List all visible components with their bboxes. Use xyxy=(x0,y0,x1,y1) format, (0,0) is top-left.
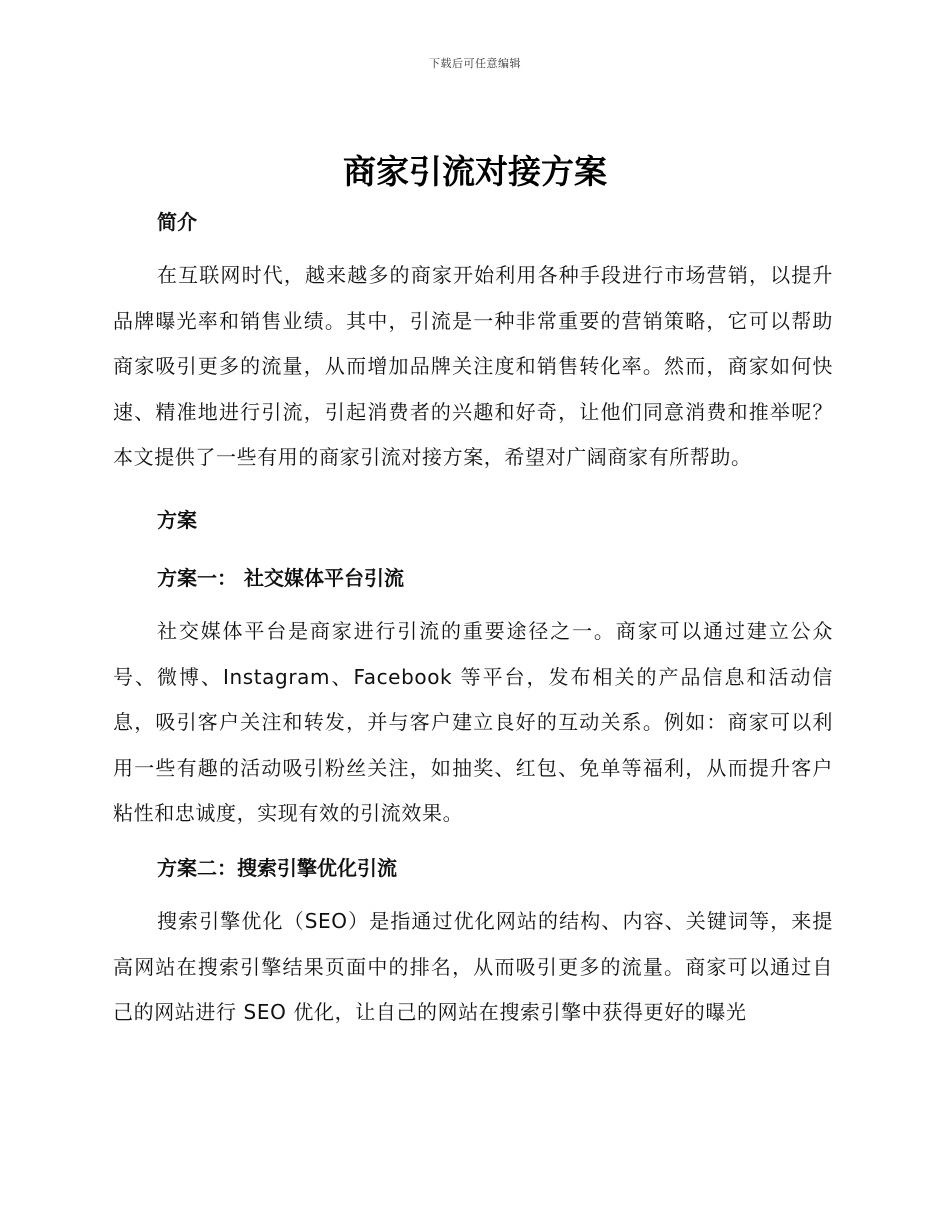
intro-heading: 简介 xyxy=(157,210,197,234)
page-header-note: 下载后可任意编辑 xyxy=(429,57,521,70)
plan2-heading: 方案二：搜索引擎优化引流 xyxy=(157,855,397,880)
plan-heading: 方案 xyxy=(157,507,197,532)
intro-paragraph: 在互联网时代，越来越多的商家开始利用各种手段进行市场营销，以提升品牌曝光率和销售业绩。其中，引流是一种非常重要的营销策略，它可以帮助商家吸引更多的流量，从而增加品牌关注度和销售转化率。然而，商家如何快速、精准地进行引流，引起消费者的兴趣和好奇，让他们同意消费和推举呢？本文提供了一些有用的商家引流对接方案，希望对广阔商家有所帮助。 xyxy=(113,263,833,470)
plan1-heading: 方案一： 社交媒体平台引流 xyxy=(157,565,404,590)
document-title: 商家引流对接方案 xyxy=(343,152,607,191)
plan1-paragraph: 社交媒体平台是商家进行引流的重要途径之一。商家可以通过建立公众号、微博、Instagram、Facebook 等平台，发布相关的产品信息和活动信息，吸引客户关注和转发，并与客户建立良好的互动关系。例如：商家可以利用一些有趣的活动吸引粉丝关注，如抽奖、红包、免单等福利，从而提升客户粘性和忠诚度，实现有效的引流效果。 xyxy=(113,618,833,826)
plan2-paragraph: 搜索引擎优化（SEO）是指通过优化网站的结构、内容、关键词等，来提高网站在搜索引擎结果页面中的排名，从而吸引更多的流量。商家可以通过自己的网站进行 SEO 优化，让自己的网站在搜索引擎中获得更好的曝光 xyxy=(113,908,833,1025)
document-body xyxy=(113,203,833,1036)
